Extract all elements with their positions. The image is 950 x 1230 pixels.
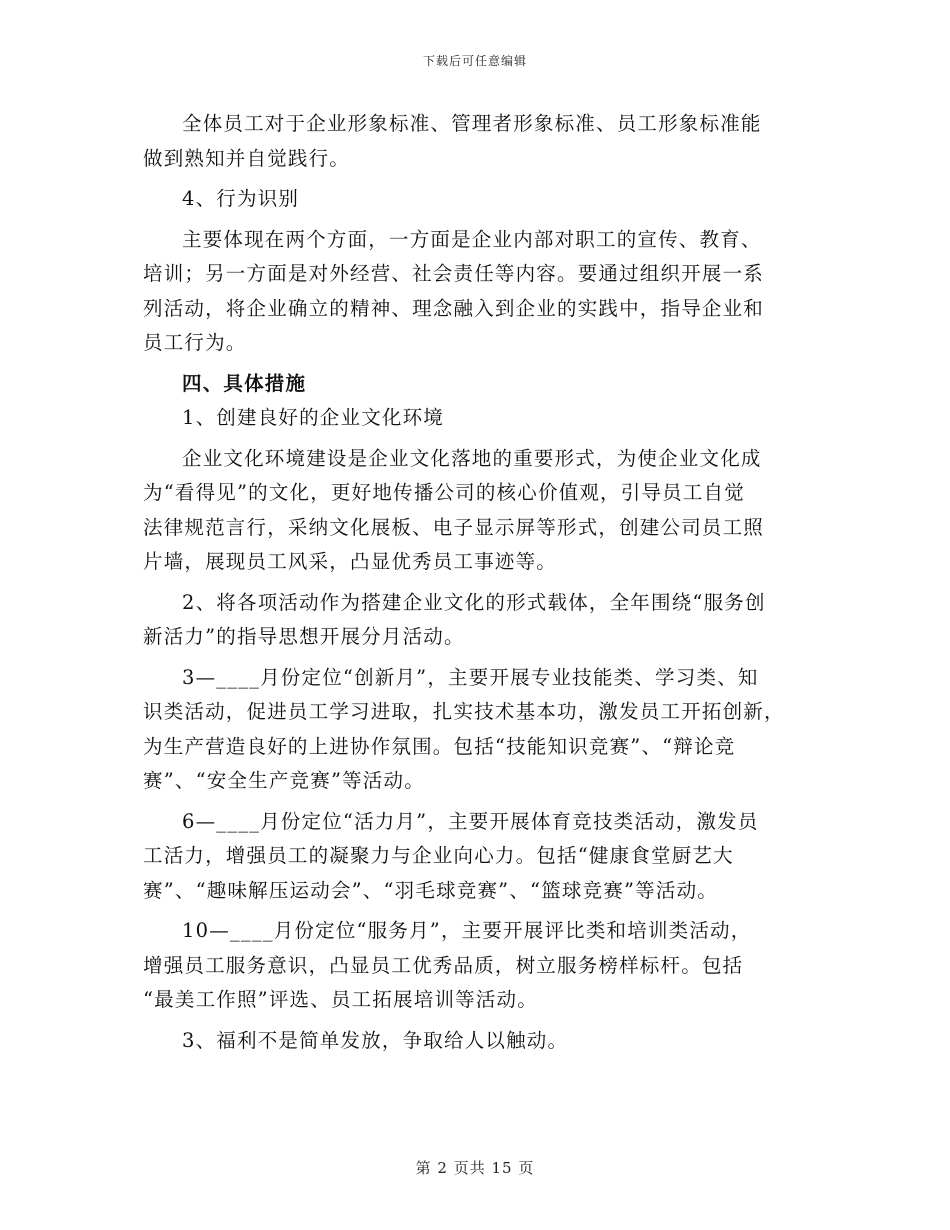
paragraph-service-month — [143, 914, 803, 1018]
text-line: “最美工作照”评选、员工拓展培训等活动。 — [143, 988, 538, 1011]
paragraph-vitality-month — [143, 805, 803, 909]
text-line: 企业文化环境建设是企业文化落地的重要形式，为使企业文化成 — [182, 446, 762, 470]
text-line: 3—____月份定位“创新月”，主要开展专业技能类、学习类、知 — [182, 665, 759, 689]
text-line: 全体员工对于企业形象标准、管理者形象标准、员工形象标准能 — [182, 112, 762, 135]
text-line: 做到熟知并自觉践行。 — [143, 146, 351, 170]
text-line: 培训；另一方面是对外经营、社会责任等内容。要通过组织开展一系 — [143, 262, 765, 285]
text-line: 主要体现在两个方面，一方面是企业内部对职工的宣传、教育、 — [182, 227, 762, 251]
text-line: 赛”、“安全生产竞赛”等活动。 — [143, 769, 425, 792]
subheading-activities — [143, 586, 803, 655]
page-header: 下载后可任意编辑 — [422, 54, 527, 68]
text-line: 6—____月份定位“活力月”，主要开展体育竞技类活动，激发员 — [182, 809, 759, 833]
text-line: 员工行为。 — [143, 331, 247, 354]
text-line: 2、将各项活动作为搭建企业文化的形式载体，全年围绕“服务创 — [182, 590, 766, 614]
section-heading-measures: 四、具体措施 — [182, 371, 307, 395]
subheading-culture-environment: 1、创建良好的企业文化环境 — [182, 406, 445, 429]
page-number: 第 2 页共 15 页 — [415, 1159, 535, 1177]
subheading-welfare: 3、福利不是简单发放，争取给人以触动。 — [182, 1028, 569, 1052]
document-body — [143, 107, 803, 1058]
text-line: 为“看得见”的文化，更好地传播公司的核心价值观，引导员工自觉 — [143, 481, 745, 504]
paragraph-culture-environment — [143, 442, 803, 580]
text-line: 工活力，增强员工的凝聚力与企业向心力。包括“健康食堂厨艺大 — [143, 844, 734, 867]
text-line: 新活力”的指导思想开展分月活动。 — [143, 625, 465, 648]
text-line: 增强员工服务意识，凸显员工优秀品质，树立服务榜样标杆。包括 — [143, 953, 744, 977]
text-line: 10—____月份定位“服务月”，主要开展评比类和培训类活动， — [182, 919, 752, 942]
text-line: 赛”、“趣味解压运动会”、“羽毛球竞赛”、“篮球竞赛”等活动。 — [143, 878, 718, 902]
heading-behavior-identity: 4、行为识别 — [182, 187, 300, 210]
paragraph-behavior-details — [143, 223, 803, 361]
text-line: 法律规范言行，采纳文化展板、电子显示屏等形式，创建公司员工照 — [143, 515, 765, 539]
text-line: 识类活动，促进员工学习进取，扎实技术基本功，激发员工开拓创新， — [143, 700, 785, 723]
text-line: 列活动，将企业确立的精神、理念融入到企业的实践中，指导企业和 — [143, 296, 765, 320]
text-line: 片墙，展现员工风采，凸显优秀员工事迹等。 — [143, 550, 558, 573]
text-line: 为生产营造良好的上进协作氛围。包括“技能知识竞赛”、“辩论竞 — [143, 734, 736, 758]
paragraph-brand-standards — [143, 107, 803, 176]
paragraph-innovation-month — [143, 661, 803, 799]
